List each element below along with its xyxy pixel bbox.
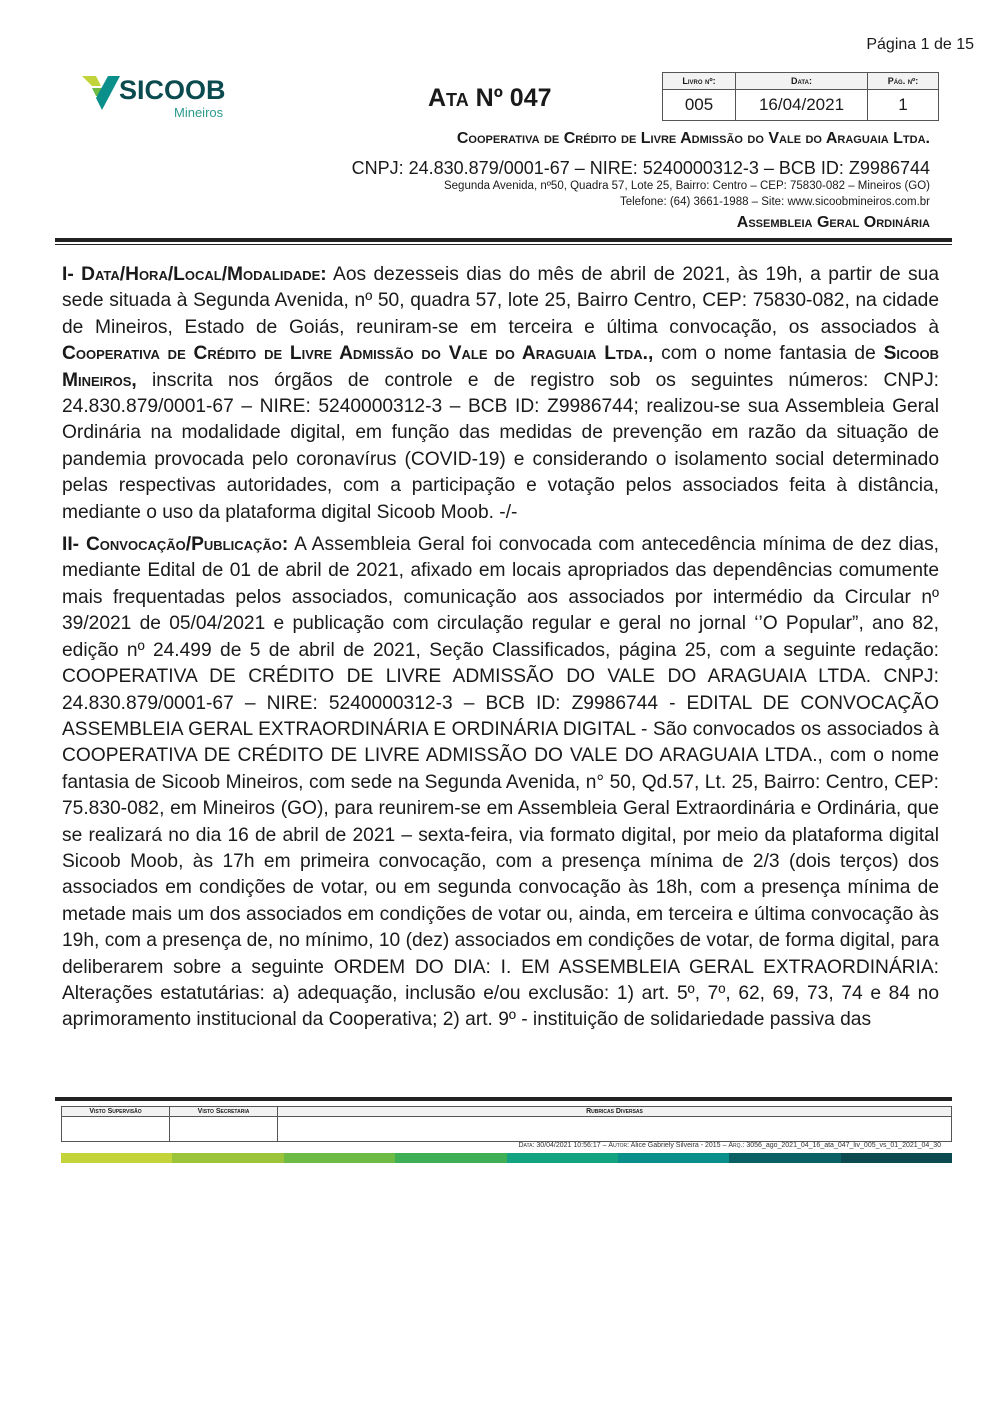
coop-name: Cooperativa de Crédito de Livre Admissão do Vale do Araguaia Ltda. — [456, 130, 930, 147]
logo-subtitle: Mineiros — [174, 105, 224, 120]
book-info-table — [662, 72, 939, 121]
brand-color-strip — [61, 1153, 952, 1163]
meta-author-value: : Alice Gabriely Silveira - 2015 – — [627, 1142, 729, 1149]
strip-segment — [172, 1153, 283, 1163]
meta-file-value: : 3056_ago_2021_04_16_ata_047_liv_005_vs_01_2021_04_30 — [742, 1142, 941, 1149]
section-2-heading: II- Convocação/Publicação: — [62, 534, 289, 556]
sicoob-logo — [82, 72, 242, 122]
meta-author-label: Autor — [608, 1142, 628, 1149]
section-2-text: A Assembleia Geral foi convocada com antecedência mínima de dez dias, mediante Edital de 01 de abril de 2021, afixado em locais apropriados das dependências comumente mais frequentadas pelos associados, comunicação aos associados por intermédio da Circular nº 39/2021 de 05/04/2021 e publicação com circulação regular e geral no jornal ‘’O Popular”, ano 82, edição nº 24.499 de 5 de abril de 2021, Seção Classificados, página 25, com a seguinte redação: COOPERATIVA DE CRÉDITO DE LIVRE ADMISSÃO DO VALE DO ARAGUAIA LTDA. CNPJ: 24.830.879/0001-67 – NIRE: 5240000312-3 – BCB ID: Z9986744 - EDITAL DE CONVOCAÇÃO ASSEMBLEIA GERAL EXTRAORDINÁRIA E ORDINÁRIA DIGITAL - São convocados os associados à COOPERATIVA DE CRÉDITO DE LIVRE ADMISSÃO DO VALE DO ARAGUAIA LTDA., com o nome fantasia de Sicoob Mineiros, com sede na Segunda Avenida, n° 50, Qd.57, Lt. 25, Bairro: Centro, CEP: 75.830-082, em Mineiros (GO), para reunirem-se em Assembleia Geral Extraordinária e Ordinária, que se realizará no dia 16 de abril de 2021 – sexta-feira, via formato digital, por meio da plataforma digital Sicoob Moob, às 17h em primeira convocação, com a presença mínima de 2/3 (dois terços) dos associados em condições de votar, ou em segunda convocação às 18h, com a presença mínima de metade mais um dos associados em condições de votar ou, ainda, em terceira e última convocação às 19h, com a presença de, no mínimo, 10 (dez) associados em condições de votar, de forma digital, para deliberarem sobre a seguinte ORDEM DO DIA: I. EM ASSEMBLEIA GERAL EXTRAORDINÁRIA: Alterações estatutárias: a) adequação, inclusão e/ou exclusão: 1) art. 5º, 7º, 62, 69, 73, 74 e 84 no aprimoramento institucional da Cooperativa; 2) art. 9º - instituição de solidariedade passiva das — [62, 534, 939, 1031]
visto-supervisao-header: Visto Supervisão — [62, 1107, 170, 1117]
assembly-type: Assembleia Geral Ordinária — [736, 214, 930, 231]
signature-table — [61, 1106, 952, 1142]
section-1-text-c: inscrita nos órgãos de controle e de registro sob os seguintes números: CNPJ: 24.830.879/0001-67 – NIRE: 5240000312-3 – BCB ID: Z9986744; realizou-se sua Assembleia Geral Ordinária na modalidade digital, em função das medidas de prevenção em razão da situação de pandemia provocada pelo coronavírus (COVID-19) e considerando o isolamento social determinado pelas respectivas autoridades, com a participação e votação pelos associados feita à distância, mediante o uso da plataforma digital Sicoob Moob. -/- — [62, 369, 939, 523]
minutes-body — [62, 262, 939, 1040]
ata-prefix: Ata — [428, 84, 469, 112]
visto-supervisao-field — [62, 1117, 170, 1142]
header-divider-thick — [55, 238, 952, 242]
address-line: Segunda Avenida, nº50, Quadra 57, Lote 25, Bairro: Centro – CEP: 75830-082 – Mineiros (GO) — [443, 180, 930, 192]
book-header-pag: Pág. nº: — [868, 73, 939, 90]
footer-divider — [55, 1097, 952, 1101]
strip-segment — [507, 1153, 618, 1163]
book-header-livro: Livro nº: — [663, 73, 736, 90]
meta-data-label: Data — [518, 1142, 533, 1149]
rubricas-header: Rubricas Diversas — [278, 1107, 952, 1117]
section-1-paragraph — [62, 262, 939, 526]
strip-segment — [284, 1153, 395, 1163]
visto-secretaria-header: Visto Secretaria — [170, 1107, 278, 1117]
logo-name: SICOOB — [119, 75, 226, 105]
strip-segment — [61, 1153, 172, 1163]
header-divider-thin — [55, 244, 952, 245]
section-1-brand-name: Sicoob Mineiros, — [62, 343, 939, 391]
page-number: Página 1 de 15 — [866, 36, 974, 53]
sicoob-chevron-logo-icon — [82, 74, 120, 112]
phone-line: Telefone: (64) 3661-1988 – Site: www.sicoobmineiros.com.br — [619, 196, 930, 208]
strip-segment — [841, 1153, 952, 1163]
strip-segment — [729, 1153, 840, 1163]
strip-segment — [395, 1153, 506, 1163]
strip-segment — [618, 1153, 729, 1163]
visto-secretaria-field — [170, 1117, 278, 1142]
cnpj-line: CNPJ: 24.830.879/0001-67 – NIRE: 5240000312-3 – BCB ID: Z9986744 — [351, 158, 930, 178]
book-value-pag: 1 — [868, 90, 939, 121]
section-1-text-b: com o nome fantasia de — [653, 343, 884, 365]
rubricas-field — [278, 1117, 952, 1142]
document-metadata — [518, 1142, 941, 1149]
section-1-coop-name: Cooperativa de Crédito de Livre Admissão do Vale do Araguaia Ltda., — [62, 343, 654, 365]
book-value-livro: 005 — [663, 90, 736, 121]
book-header-data: Data: — [736, 73, 868, 90]
meta-data-value: : 30/04/2021 10:56:17 – — [532, 1142, 609, 1149]
ata-number: Nº 047 — [475, 84, 552, 112]
section-1-heading: I- Data/Hora/Local/Modalidade: — [62, 264, 327, 285]
book-value-data: 16/04/2021 — [736, 90, 868, 121]
section-2-paragraph — [62, 532, 939, 1034]
ata-title — [428, 84, 552, 113]
section-1-text-a: Aos dezesseis dias do mês de abril de 2021, às 19h, a partir de sua sede situada à Segunda Avenida, nº 50, quadra 57, lote 25, Bairro Centro, CEP: 75830-082, na cidade de Mineiros, Estado de Goiás, reuniram-se em terceira e última convocação, os associados à — [62, 264, 939, 338]
meta-file-label: Arq. — [728, 1142, 743, 1149]
